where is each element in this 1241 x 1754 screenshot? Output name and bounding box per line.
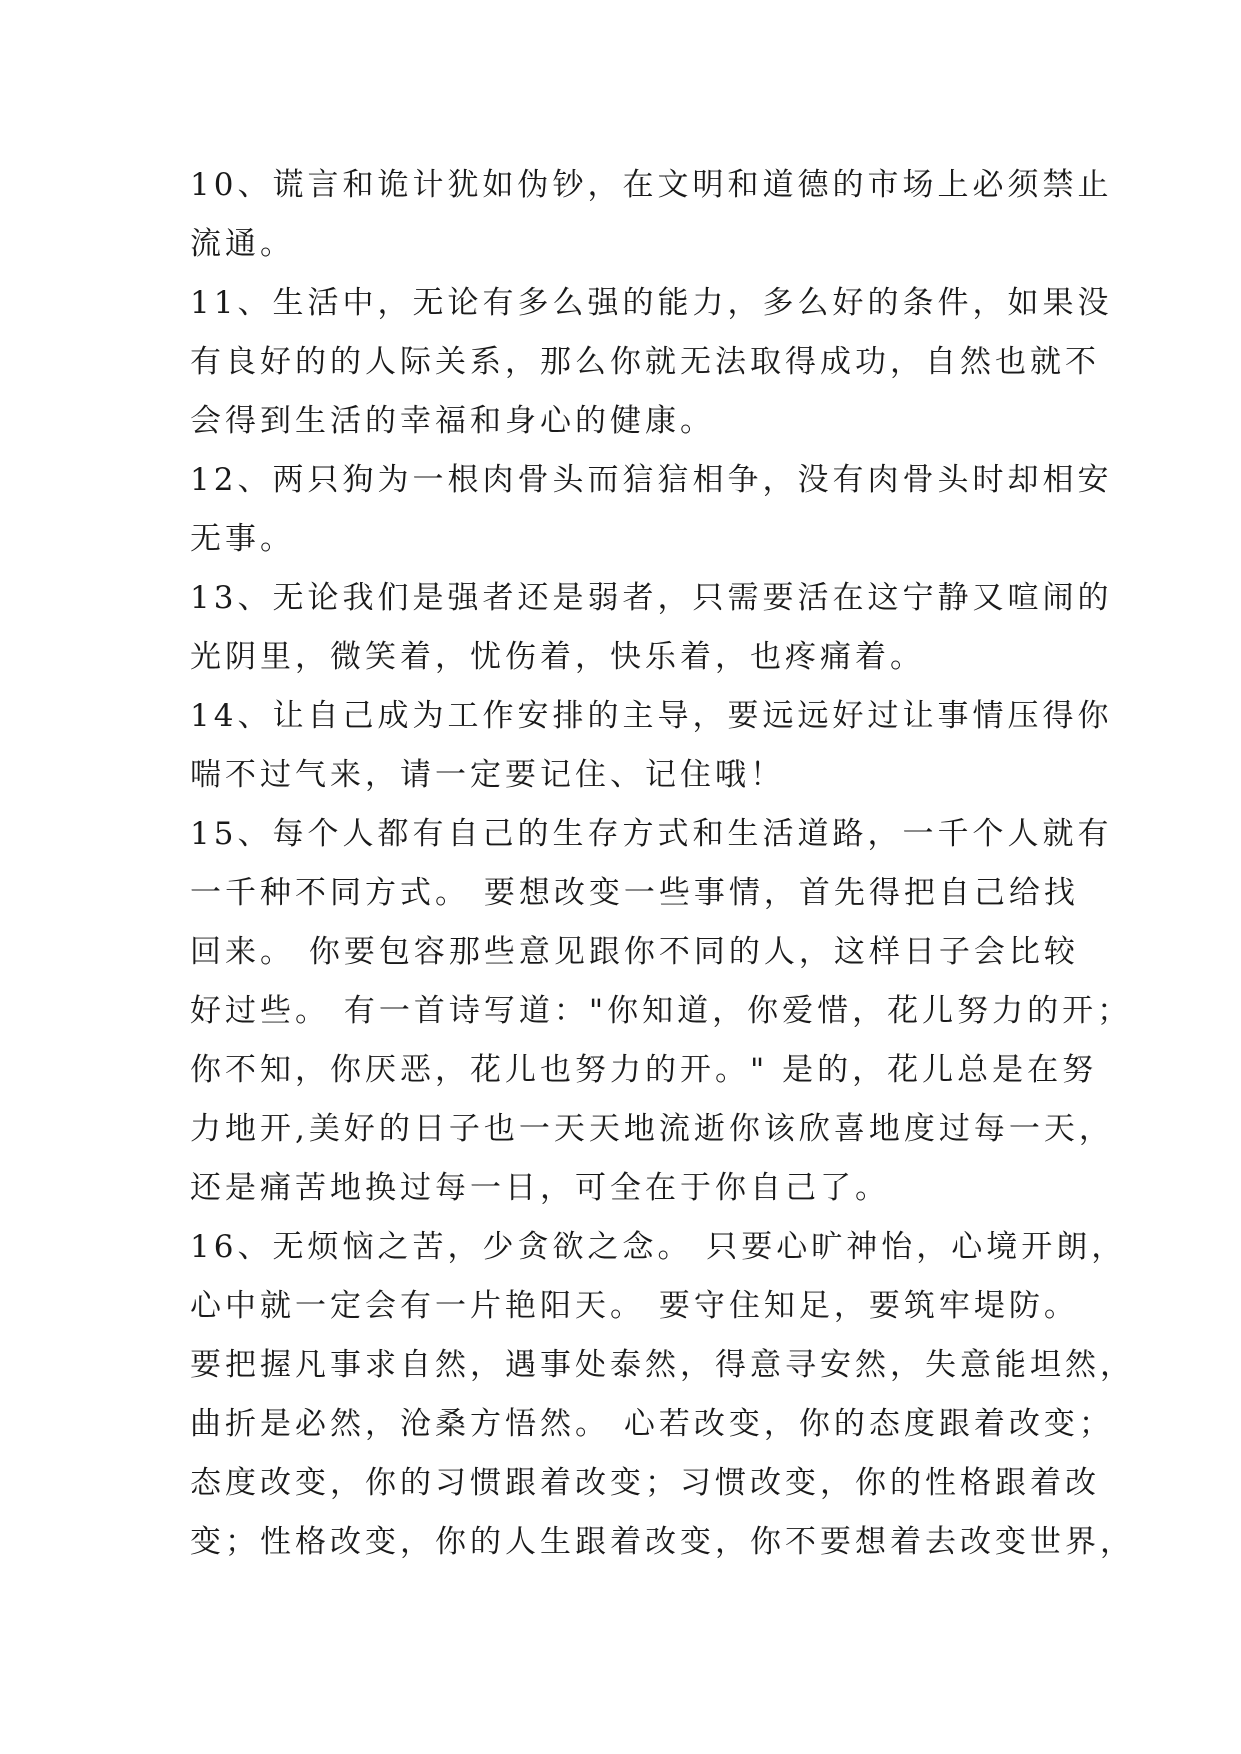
text-line: 态度改变，你的习惯跟着改变；习惯改变，你的性格跟着改 [190, 1465, 1100, 1501]
text-line: 喘不过气来，请一定要记住、记住哦！ [190, 757, 785, 793]
text-line: 12、两只狗为一根肉骨头而狺狺相争，没有肉骨头时却相安 [190, 462, 1113, 498]
text-line: 11、生活中，无论有多么强的能力，多么好的条件，如果没 [190, 285, 1113, 321]
text-line: 13、无论我们是强者还是弱者，只需要活在这宁静又喧闹的 [190, 580, 1113, 616]
text-line: 变；性格改变，你的人生跟着改变，你不要想着去改变世界， [190, 1524, 1135, 1560]
text-line: 光阴里，微笑着，忧伤着，快乐着，也疼痛着。 [190, 639, 925, 675]
text-line: 10、谎言和诡计犹如伪钞，在文明和道德的市场上必须禁止 [190, 167, 1113, 203]
text-line: 好过些。 有一首诗写道："你知道，你爱惜，花儿努力的开； [190, 993, 1133, 1029]
text-line: 16、无烦恼之苦，少贪欲之念。 只要心旷神怡，心境开朗， [190, 1229, 1127, 1265]
document-body [190, 156, 1135, 1572]
text-line: 还是痛苦地换过每一日，可全在于你自己了。 [190, 1170, 890, 1206]
text-line: 心中就一定会有一片艳阳天。 要守住知足，要筑牢堤防。 [190, 1288, 1079, 1324]
text-line: 一千种不同方式。 要想改变一些事情，首先得把自己给找 [190, 875, 1079, 911]
text-line: 14、让自己成为工作安排的主导，要远远好过让事情压得你 [190, 698, 1113, 734]
text-line: 你不知，你厌恶，花儿也努力的开。" 是的，花儿总是在努 [190, 1052, 1098, 1088]
text-line: 会得到生活的幸福和身心的健康。 [190, 403, 715, 439]
text-line: 回来。 你要包容那些意见跟你不同的人，这样日子会比较 [190, 934, 1079, 970]
text-line: 力地开,美好的日子也一天天地流逝你该欣喜地度过每一天， [190, 1111, 1114, 1147]
text-line: 15、每个人都有自己的生存方式和生活道路，一千个人就有 [190, 816, 1113, 852]
text-line: 曲折是必然，沧桑方悟然。 心若改变，你的态度跟着改变； [190, 1406, 1114, 1442]
text-line: 无事。 [190, 521, 295, 557]
text-line: 有良好的的人际关系，那么你就无法取得成功，自然也就不 [190, 344, 1100, 380]
text-line: 要把握凡事求自然，遇事处泰然，得意寻安然，失意能坦然， [190, 1347, 1135, 1383]
text-line: 流通。 [190, 226, 295, 262]
